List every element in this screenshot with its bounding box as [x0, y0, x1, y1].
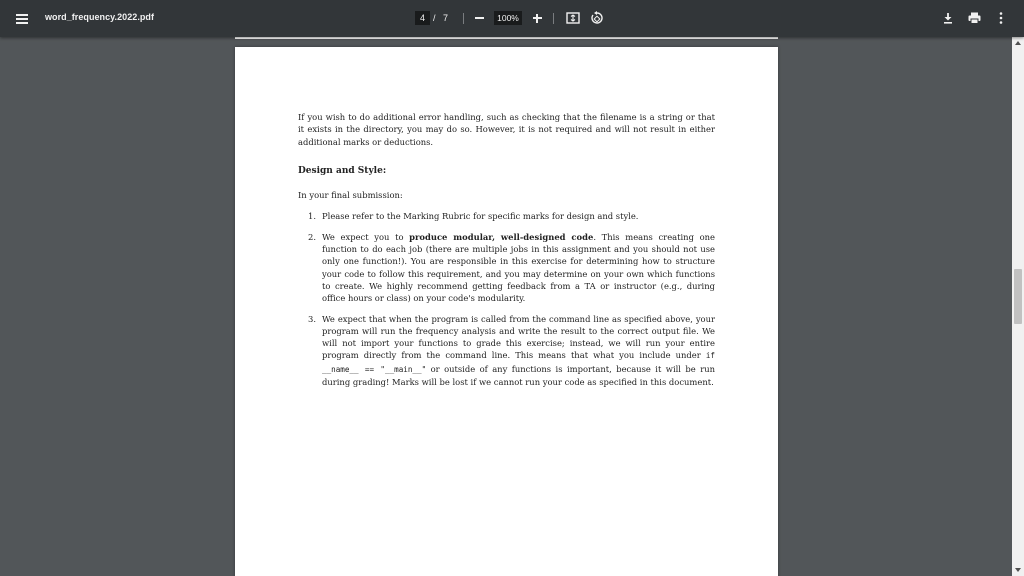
section-heading: Design and Style: [298, 165, 387, 176]
pdf-toolbar [0, 0, 1024, 37]
list-text: We expect you to [322, 231, 410, 242]
fit-to-page-button[interactable] [565, 11, 581, 25]
toolbar-divider [463, 13, 464, 24]
vertical-scrollbar[interactable] [1012, 37, 1024, 576]
more-vertical-icon [999, 12, 1003, 24]
scroll-up-button[interactable] [1012, 37, 1024, 49]
list-item [298, 313, 715, 389]
list-item [298, 210, 715, 222]
code-snippet: if __name__ == "__main__" [322, 351, 715, 374]
minus-icon [475, 17, 484, 19]
list-item [298, 231, 715, 305]
plus-icon [533, 14, 542, 23]
more-actions-button[interactable] [993, 10, 1009, 26]
list-number: 3. [308, 313, 316, 324]
chevron-down-icon [1015, 568, 1021, 572]
rotate-icon [590, 11, 604, 25]
download-icon [942, 12, 954, 24]
list-text: We expect that when the program is called from the command line as specified above, your program will run the frequency analysis and write the result to the correct output file. We will not import your functions to grade this exercise; instead, we will run your entire program directly from the command line. This means that what you include under [322, 313, 715, 361]
page-separator: / [433, 13, 436, 23]
paragraph-error-handling: If you wish to do additional error handling, such as checking that the filename is a string or that it exists in the directory, you may do so. However, it is not required and will not result in either additional marks or deductions. [298, 112, 715, 147]
toolbar-divider [553, 13, 554, 24]
scroll-down-button[interactable] [1012, 564, 1024, 576]
list-text: Please refer to the Marking Rubric for specific marks for design and style. [322, 211, 639, 222]
chevron-up-icon [1015, 41, 1021, 45]
rotate-button[interactable] [589, 10, 605, 26]
list-text: . This means creating one function to do each job (there are multiple jobs in this assignment and you should not use only one function!). You are responsible in this exercise for determining how to structure your code to follow this requirement, and you may determine on your own which functions to create. We highly recommend getting feedback from a TA or instructor (e.g., during office hours or class) on your code's modularity. [322, 231, 715, 304]
zoom-level-input[interactable]: 100% [494, 11, 522, 25]
list-text: or outside of any functions is important, because it will be run during grading! Marks will be lost if we cannot run your code as specified in this document. [322, 363, 715, 388]
fit-to-page-icon [566, 12, 580, 24]
previous-page-edge [235, 37, 778, 39]
page-content [298, 111, 715, 396]
requirements-list [298, 210, 715, 388]
zoom-out-button[interactable] [472, 11, 486, 25]
page-total: 7 [443, 13, 449, 23]
download-button[interactable] [940, 10, 956, 26]
print-icon [968, 12, 981, 24]
menu-icon [16, 14, 28, 24]
document-title: word_frequency.2022.pdf [45, 12, 155, 22]
zoom-in-button[interactable] [530, 11, 544, 25]
page-number-input[interactable]: 4 [415, 11, 430, 25]
scrollbar-thumb[interactable] [1014, 269, 1022, 324]
emphasis-text: produce modular, well-designed code [409, 231, 594, 242]
pdf-viewer[interactable] [0, 37, 1012, 576]
pdf-page [235, 47, 778, 576]
print-button[interactable] [966, 10, 982, 26]
intro-text: In your final submission: [298, 190, 403, 201]
menu-button[interactable] [12, 9, 32, 29]
list-number: 2. [308, 231, 316, 242]
list-number: 1. [308, 211, 316, 222]
